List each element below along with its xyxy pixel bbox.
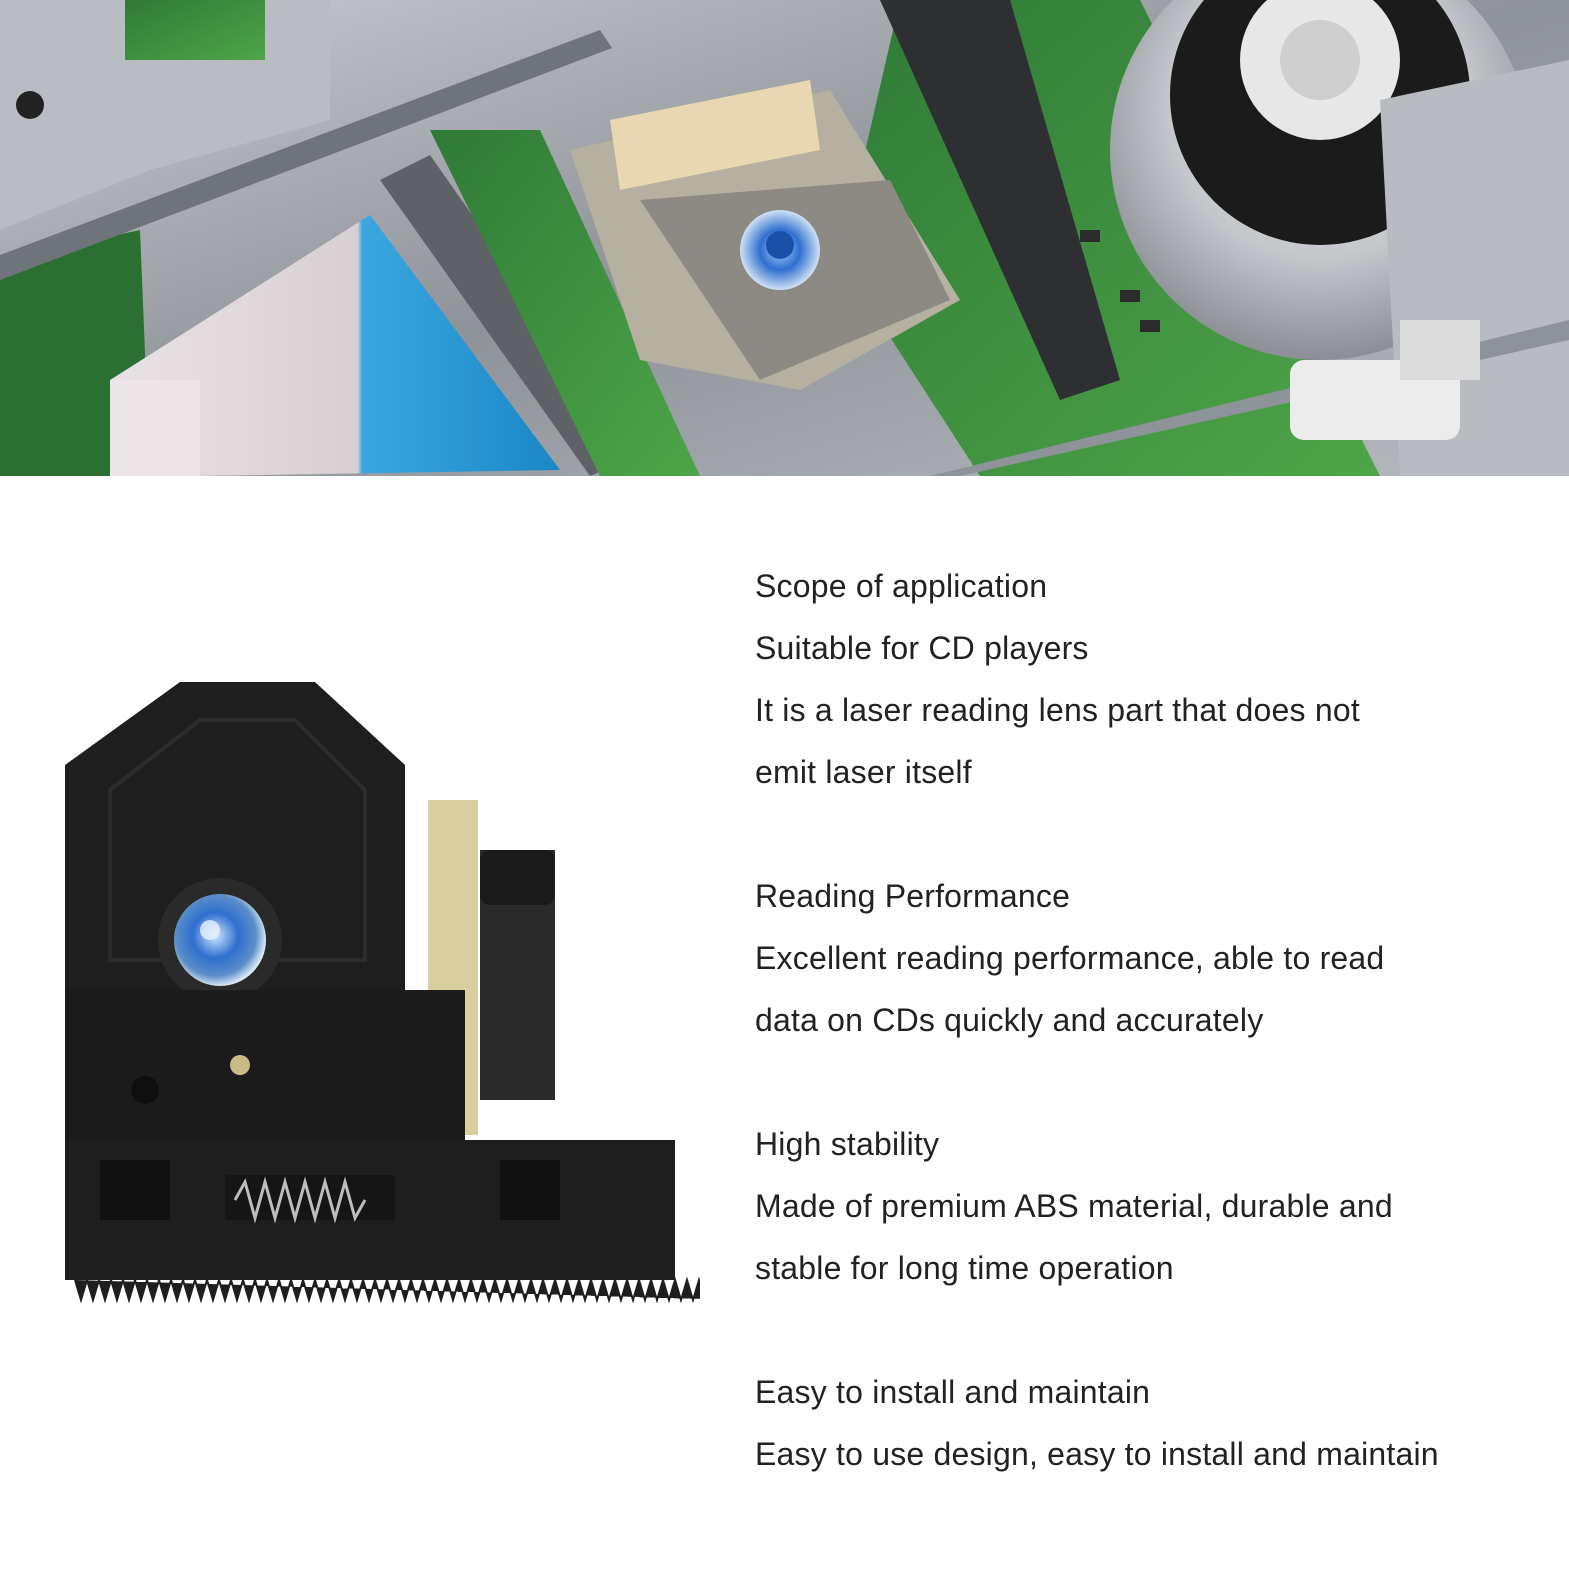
feature-title: Easy to install and maintain (755, 1374, 1151, 1410)
feature-text: It is a laser reading lens part that does not (755, 692, 1360, 728)
feature-title: Scope of application (755, 568, 1048, 604)
feature-text: emit laser itself (755, 754, 972, 790)
feature-text: stable for long time operation (755, 1250, 1174, 1286)
optical-pickup-product-image (40, 660, 700, 1360)
feature-high-stability (755, 1113, 1545, 1299)
feature-scope (755, 555, 1545, 803)
feature-text: Excellent reading performance, able to read (755, 940, 1385, 976)
feature-list (755, 555, 1545, 1547)
feature-text: Made of premium ABS material, durable and (755, 1188, 1393, 1224)
drive-mechanism-illustration (0, 0, 1569, 476)
feature-reading-performance (755, 865, 1545, 1051)
feature-text: data on CDs quickly and accurately (755, 1002, 1264, 1038)
feature-title: Reading Performance (755, 878, 1071, 914)
feature-title: High stability (755, 1126, 940, 1162)
feature-text: Suitable for CD players (755, 630, 1089, 666)
feature-text: Easy to use design, easy to install and maintain (755, 1436, 1439, 1472)
drive-mechanism-photo (0, 0, 1569, 476)
feature-easy-install (755, 1361, 1545, 1485)
laser-lens-unit-illustration (40, 660, 700, 1360)
